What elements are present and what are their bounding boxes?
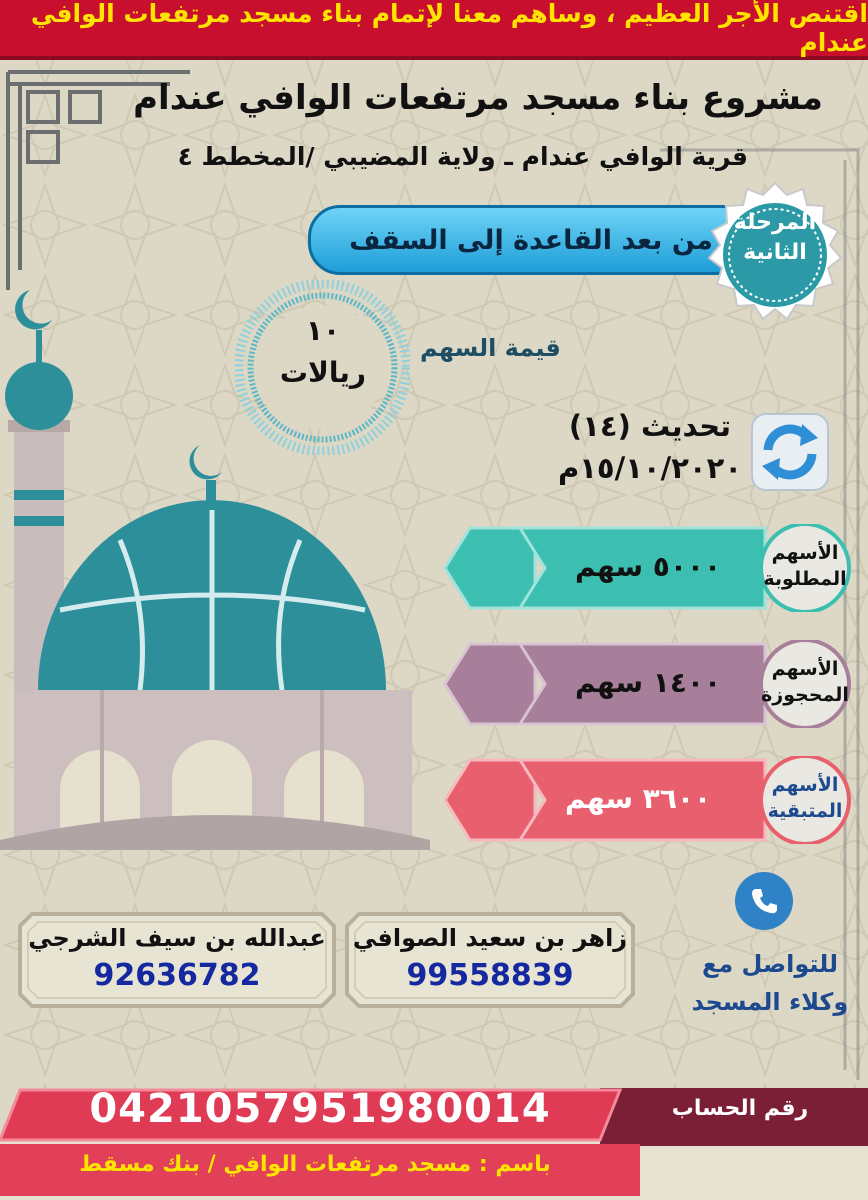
phase-badge-text bbox=[715, 208, 835, 268]
account-holder: باسم : مسجد مرتفعات الوافي / بنك مسقط bbox=[79, 1152, 551, 1177]
share-required-label-2: المطلوبة bbox=[763, 568, 847, 590]
share-remaining-label bbox=[755, 772, 855, 824]
account-label: رقم الحساب bbox=[671, 1096, 809, 1121]
share-remaining-label-2: المتبقية bbox=[767, 800, 843, 822]
share-remaining-label-1: الأسهم bbox=[771, 774, 839, 796]
share-row-reserved bbox=[425, 640, 860, 728]
share-remaining-value: ٣٦٠٠ سهم bbox=[565, 782, 712, 815]
share-reserved-label-1: الأسهم bbox=[771, 658, 839, 680]
mosque-illustration bbox=[0, 280, 430, 850]
account-number[interactable]: 0421057951980014 bbox=[89, 1086, 551, 1132]
update-label: تحديث (١٤) bbox=[568, 409, 732, 443]
crescent-icon bbox=[15, 290, 52, 329]
contact-name-1: عبدالله بن سيف الشرجي bbox=[28, 924, 326, 952]
share-price-amount: ١٠ bbox=[305, 314, 341, 347]
contact-card-1 bbox=[18, 912, 336, 998]
contact-name-2: زاهر بن سعيد الصوافي bbox=[352, 924, 628, 952]
banner-text: اقتنص الأجر العظيم ، وساهم معنا لإتمام بناء مسجد مرتفعات الوافي عندام bbox=[30, 0, 868, 57]
contact-card-2 bbox=[345, 912, 635, 998]
contact-phone-1[interactable]: 92636782 bbox=[93, 958, 261, 993]
project-title: مشروع بناء مسجد مرتفعات الوافي عندام bbox=[133, 78, 823, 118]
contact-title-line1: للتواصل مع bbox=[701, 950, 839, 978]
refresh-icon bbox=[748, 410, 832, 494]
share-required-label-1: الأسهم bbox=[771, 542, 839, 564]
share-row-remaining bbox=[425, 756, 860, 844]
share-row-arrow bbox=[445, 528, 535, 608]
project-location: قرية الوافي عندام ـ ولاية المضيبي /المخطط ٤ bbox=[177, 142, 748, 171]
share-reserved-label-2: المحجوزة bbox=[761, 684, 849, 706]
contact-phone-2[interactable]: 99558839 bbox=[406, 958, 574, 993]
phase-description-pill bbox=[308, 205, 754, 275]
share-price-currency: ريالات bbox=[279, 356, 367, 389]
share-reserved-label bbox=[755, 656, 855, 708]
share-row-required bbox=[425, 524, 860, 612]
top-banner bbox=[0, 0, 868, 60]
update-info bbox=[545, 405, 755, 489]
phone-icon bbox=[735, 872, 793, 930]
phase-badge-line1: المرحلة bbox=[733, 210, 817, 235]
phase-description: من بعد القاعدة إلى السقف bbox=[349, 224, 713, 256]
contact-title bbox=[685, 945, 855, 1021]
contact-title-line2: وكلاء المسجد bbox=[691, 988, 849, 1016]
share-required-value: ٥٠٠٠ سهم bbox=[575, 550, 722, 583]
share-price-label: قيمة السهم bbox=[420, 334, 561, 362]
phase-badge-line2: الثانية bbox=[743, 240, 807, 265]
share-required-label bbox=[755, 540, 855, 592]
share-reserved-value: ١٤٠٠ سهم bbox=[575, 666, 722, 699]
update-date: ١٥/١٠/٢٠٢٠م bbox=[557, 451, 743, 485]
